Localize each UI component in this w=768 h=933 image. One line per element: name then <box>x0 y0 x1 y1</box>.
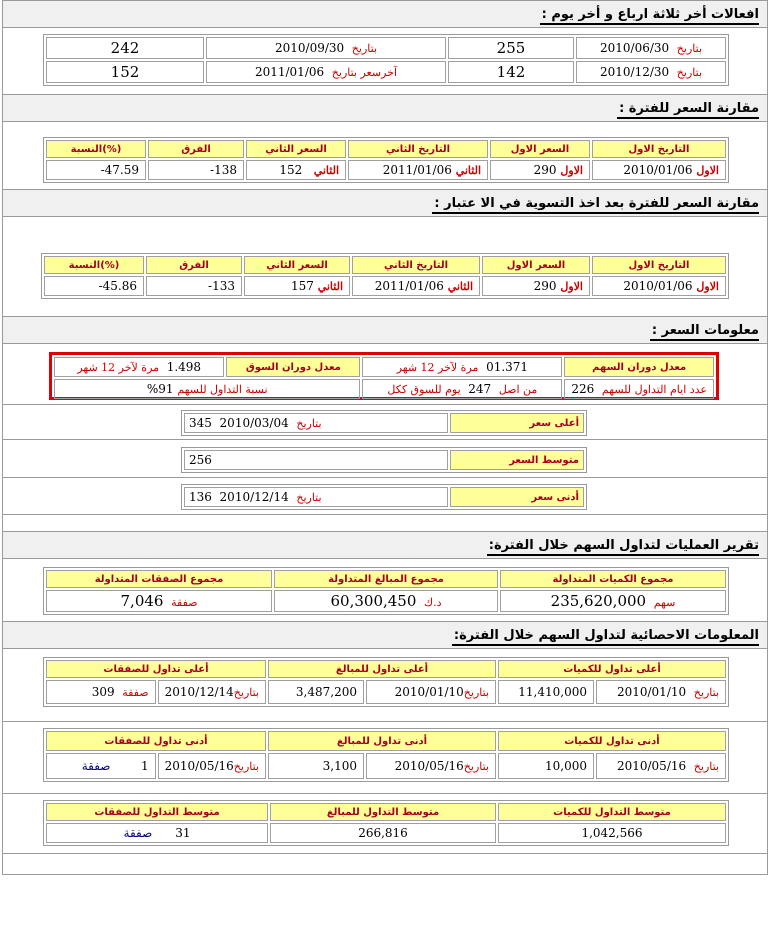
low-price-section <box>3 478 767 515</box>
section-title: معلومات السعر : <box>650 323 759 341</box>
adjusted-compare-section <box>3 217 767 317</box>
last-quarters-table: بتاريخ 2010/06/30 255 بتاريخ 2010/09/30 242 بتاريخ 2010/12/30 142 آخرسعر بتاريخ 2011/01/06 152 <box>43 34 729 86</box>
avg-price-table: متوسط السعر 256 <box>181 447 587 473</box>
section-header-price-compare <box>3 95 767 122</box>
section-title: تقرير العمليات لتداول السهم خلال الفترة: <box>487 538 759 556</box>
low-price-table: أدنى سعر 136 2010/12/14 بتاريخ <box>181 484 587 510</box>
turnover-table: معدل دوران السهم 01.371 مرة لآخر 12 شهر معدل دوران السوق 1.498 مرة لآخر 12 شهر عدد ايام التداول للسهم 226 من اصل 247 يوم للسوق ككل نسبة التداول للسهم 91% <box>52 355 716 401</box>
section-header-operations <box>3 532 767 559</box>
high-price-table: أعلى سعر 345 2010/03/04 بتاريخ <box>181 410 587 436</box>
high-trading-section <box>3 649 767 722</box>
last-quarters-section <box>3 28 767 95</box>
high-trading-table: أعلى تداول للكميات أعلى تداول للمبالغ أعلى تداول للصفقات بتاريخ 2010/01/10 11,410,000 بتاريخ2010/01/10 3,487,200 بتاريخ2010/12/14 صفقة 309 <box>43 657 729 707</box>
price-compare-section <box>3 122 767 190</box>
section-title: مقارنة السعر للفترة بعد اخذ التسوية في الا عتبار : <box>432 196 759 214</box>
section-title: المعلومات الاحصائية لتداول السهم خلال الفترة: <box>452 628 759 646</box>
avg-price-section <box>3 440 767 478</box>
section-header-adjusted-compare <box>3 190 767 217</box>
section-header-statistics <box>3 622 767 649</box>
section-header-last-quarters <box>3 1 767 28</box>
section-header-price-info <box>3 317 767 344</box>
section-title: مقارنة السعر للفترة : <box>617 101 759 119</box>
report-page <box>2 0 768 875</box>
avg-trading-section <box>3 794 767 854</box>
operations-table: مجموع الكميات المتداولة مجموع المبالغ المتداولة مجموع الصفقات المتداولة سهم 235,620,000 د.ك 60,300,450 صفقة 7,046 <box>43 567 729 615</box>
turnover-section <box>3 344 767 405</box>
section-title: افعالات أخر ثلاثة ارباع و أخر يوم : <box>540 7 759 25</box>
low-trading-table: أدنى تداول للكميات أدنى تداول للمبالغ أدنى تداول للصفقات بتاريخ 2010/05/16 10,000 بتاريخ2010/05/16 3,100 بتاريخ2010/05/16 1 صفقة <box>43 728 729 782</box>
avg-trading-table: متوسط التداول للكميات متوسط التداول للمبالغ متوسط التداول للصفقات 1,042,566 266,816 31 صفقة <box>43 800 729 846</box>
operations-section <box>3 559 767 622</box>
adjusted-compare-table: التاريخ الاول السعر الاول التاريخ الثاني السعر الثاني الفرق (%)النسبة الاول 2010/01/06 الاول 290 الثاني 2011/01/06 الثاني 157 -133 -45.86 <box>41 253 729 299</box>
low-trading-section <box>3 722 767 794</box>
turnover-highlight-box <box>49 352 719 400</box>
price-compare-table: التاريخ الاول السعر الاول التاريخ الثاني السعر الثاني الفرق (%)النسبة الاول 2010/01/06 الاول 290 الثاني 2011/01/06 الثاني 152 -138 -47.59 <box>43 137 729 183</box>
high-price-section <box>3 405 767 440</box>
